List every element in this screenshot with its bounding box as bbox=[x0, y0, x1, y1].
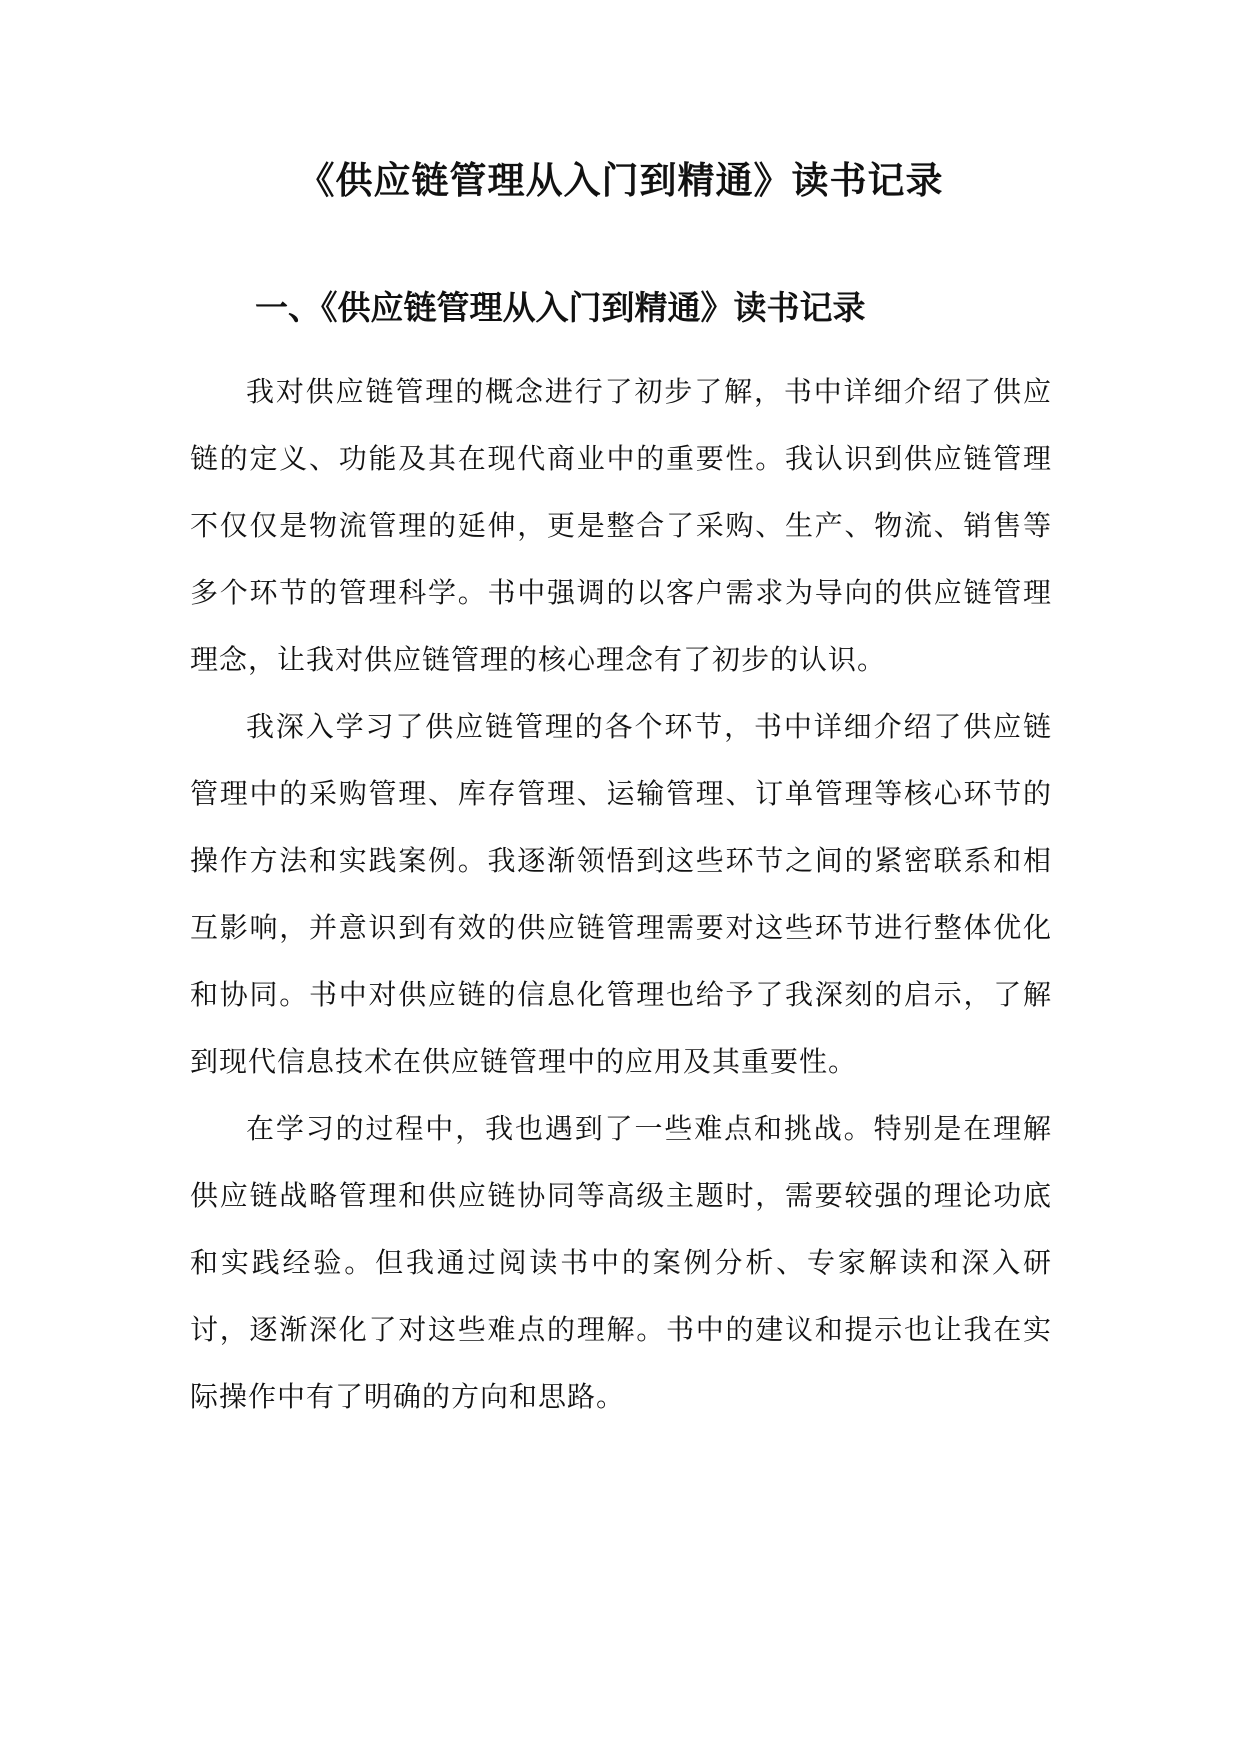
body-paragraph-1: 我对供应链管理的概念进行了初步了解，书中详细介绍了供应链的定义、功能及其在现代商业中的重要性。我认识到供应链管理不仅仅是物流管理的延伸，更是整合了采购、生产、物流、销售等多个环节的管理科学。书中强调的以客户需求为导向的供应链管理理念，让我对供应链管理的核心理念有了初步的认识。 bbox=[190, 375, 1052, 676]
body-paragraph-3: 在学习的过程中，我也遇到了一些难点和挑战。特别是在理解供应链战略管理和供应链协同等高级主题时，需要较强的理论功底和实践经验。但我通过阅读书中的案例分析、专家解读和深入研讨，逐渐深化了对这些难点的理解。书中的建议和提示也让我在实际操作中有了明确的方向和思路。 bbox=[190, 1112, 1052, 1413]
document-title: 《供应链管理从入门到精通》读书记录 bbox=[297, 158, 944, 202]
document-body bbox=[190, 358, 1052, 1430]
body-paragraph-2: 我深入学习了供应链管理的各个环节，书中详细介绍了供应链管理中的采购管理、库存管理、运输管理、订单管理等核心环节的操作方法和实践案例。我逐渐领悟到这些环节之间的紧密联系和相互影响，并意识到有效的供应链管理需要对这些环节进行整体优化和协同。书中对供应链的信息化管理也给予了我深刻的启示，了解到现代信息技术在供应链管理中的应用及其重要性。 bbox=[190, 710, 1052, 1078]
section-heading: 一、《供应链管理从入门到精通》读书记录 bbox=[255, 288, 866, 327]
